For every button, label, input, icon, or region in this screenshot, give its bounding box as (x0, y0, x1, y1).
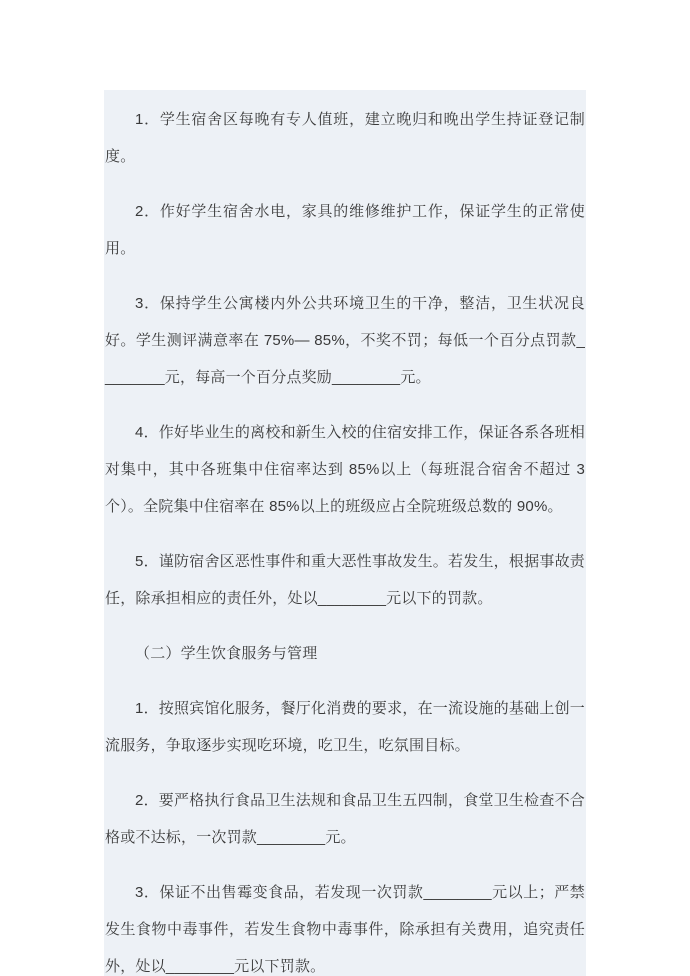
paragraph-dorm-item-2: 2．作好学生宿舍水电，家具的维修维护工作，保证学生的正常使用。 (105, 203, 585, 257)
paragraph-food-item-1: 1．按照宾馆化服务，餐厅化消费的要求，在一流设施的基础上创一流服务，争取逐步实现吃环境，吃卫生，吃氛围目标。 (105, 700, 585, 754)
paragraph-dorm-item-5: 5．谨防宿舍区恶性事件和重大恶性事故发生。若发生，根据事故责任，除承担相应的责任外，处以________元以下的罚款。 (105, 553, 585, 607)
paragraph-dorm-item-3: 3．保持学生公寓楼内外公共环境卫生的干净，整洁，卫生状况良好。学生测评满意率在 75%— 85%，不奖不罚；每低一个百分点罚款________元，每高一个百分点奖励________元。 (105, 295, 585, 386)
document-content-panel (104, 90, 586, 976)
paragraph-food-item-3: 3．保证不出售霉变食品，若发现一次罚款________元以上；严禁发生食物中毒事件，若发生食物中毒事件，除承担有关费用，追究责任外，处以________元以下罚款。 (105, 884, 585, 975)
paragraph-dorm-item-4: 4．作好毕业生的离校和新生入校的住宿安排工作，保证各系各班相对集中，其中各班集中住宿率达到 85%以上（每班混合宿舍不超过 3 个）。全院集中住宿率在 85%以上的班级应占全院班级总数的 90%。 (105, 424, 585, 515)
paragraph-dorm-item-1: 1．学生宿舍区每晚有专人值班，建立晚归和晚出学生持证登记制度。 (105, 111, 585, 165)
section-heading-food-service: （二）学生饮食服务与管理 (135, 645, 318, 662)
paragraph-food-item-2: 2．要严格执行食品卫生法规和食品卫生五四制，食堂卫生检查不合格或不达标，一次罚款________元。 (105, 792, 585, 846)
